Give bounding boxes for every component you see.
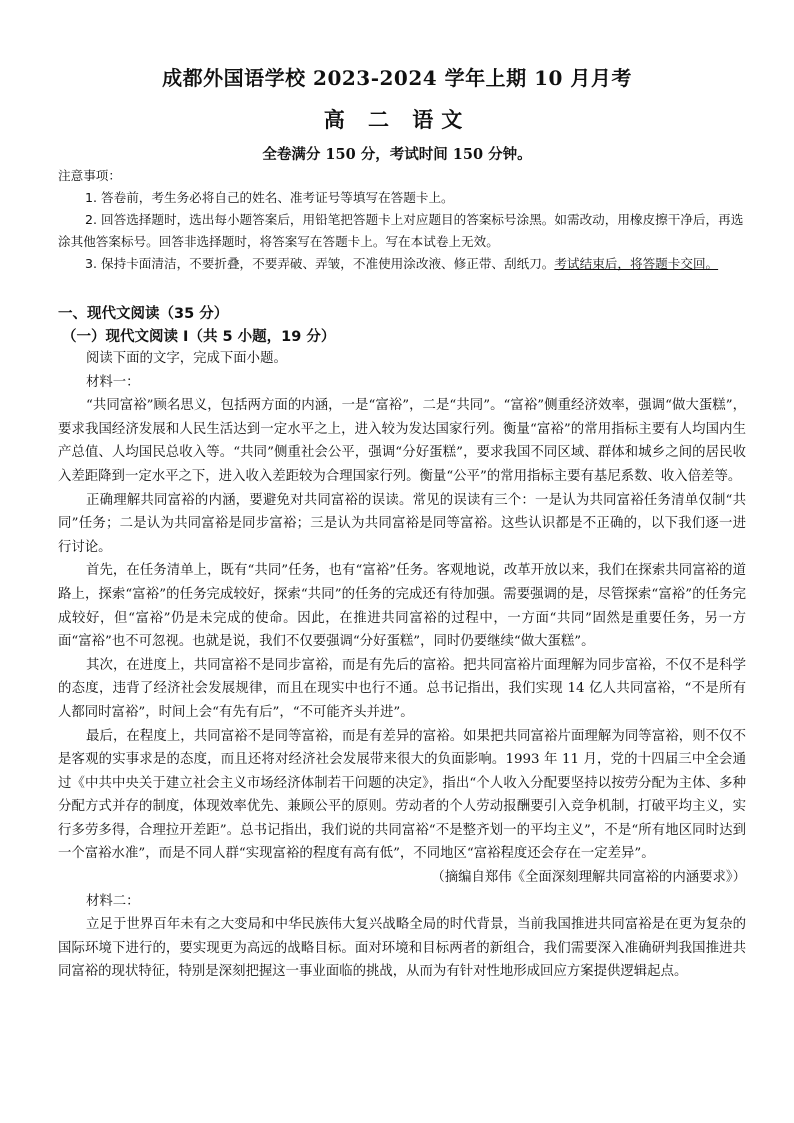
note-3-main: 3. 保持卡面清洁，不要折叠，不要弄破、弄皱，不准使用涂改液、修正带、刮纸刀。: [85, 256, 555, 271]
material-2-paragraph: 立足于世界百年未有之大变局和中华民族伟大复兴战略全局的时代背景，当前我国推进共同富裕是在更为复杂的国际环境下进行的，要实现更为高远的战略目标。面对环境和目标两者的新组合，我们需要深入准确研判我国推进共同富裕的现状特征，特别是深刻把握这一事业面临的挑战，从而为有针对性地形成回应方案提供逻辑起点。: [58, 917, 746, 980]
subsection-heading: （一）现代文阅读 I（共 5 小题，19 分）: [62, 329, 336, 345]
section-heading: 一、现代文阅读（35 分）: [58, 306, 229, 322]
reading-body: [58, 347, 746, 984]
material-1-paragraph: 其次，在进度上，共同富裕不是同步富裕，而是有先后的富裕。把共同富裕片面理解为同步富裕，不仅不是科学的态度，违背了经济社会发展规律，而且在现实中也行不通。总书记指出，我们实现 14 亿人共同富裕，“不是所有人都同时富裕”，时间上会“有先有后”，“不可能齐头并进”。: [58, 657, 746, 720]
material-1-source: （摘编自郑伟《全面深刻理解共同富裕的内涵要求》）: [431, 870, 746, 886]
reading-instruction: 阅读下面的文字，完成下面小题。: [86, 351, 287, 366]
material-1-paragraph: “共同富裕”顾名思义，包括两方面的内涵，一是“富裕”，二是“共同”。“富裕”侧重经济效率，强调“做大蛋糕”，要求我国经济发展和人民生活达到一定水平之上，进入较为发达国家行列。衡量“富裕”的常用指标主要有人均国内生产总值、人均国民总收入等。“共同”侧重社会公平，强调“分好蛋糕”，要求我国不同区域、群体和城乡之间的居民收入差距降到一定水平之下，进入收入差距较为合理国家行列。衡量“公平”的常用指标主要有基尼系数、收入倍差等。: [58, 398, 746, 484]
material-1-label: 材料一：: [86, 374, 140, 390]
note-2: 2. 回答选择题时，选出每小题答案后，用铅笔把答题卡上对应题目的答案标号涂黑。如需改动，用橡皮擦干净后，再选涂其他答案标号。回答非选择题时，将答案写在答题卡上。写在本试卷上无效。: [58, 212, 744, 249]
material-1-paragraph: 最后，在程度上，共同富裕不是同等富裕，而是有差异的富裕。如果把共同富裕片面理解为同等富裕，则不仅不是客观的实事求是的态度，而且还将对经济社会发展带来很大的负面影响。1993 年 11 月，党的十四届三中全会通过《中共中央关于建立社会主义市场经济体制若干问题的决定》，指出“个人收入分配要坚持以按劳分配为主体、多种分配方式并存的制度，体现效率优先、兼顾公平的原则。劳动者的个人劳动报酬要引入竞争机制，打破平均主义，实行多劳多得，合理拉开差距”。总书记指出，我们说的共同富裕“不是整齐划一的平均主义”，不是“所有地区同时达到一个富裕水准”，而是不同人群“实现富裕的程度有高有低”，不同地区“富裕程度还会存在一定差异”。: [58, 728, 746, 862]
material-1-paragraph: 正确理解共同富裕的内涵，要避免对共同富裕的误读。常见的误读有三个：一是认为共同富裕任务清单仅制“共同”任务；二是认为共同富裕是同步富裕；三是认为共同富裕是同等富裕。这些认识都是不正确的，以下我们逐一进行讨论。: [58, 492, 746, 555]
exam-score-info: 全卷满分 150 分，考试时间 150 分钟。: [262, 146, 532, 163]
note-3: [58, 253, 748, 275]
notes-block: [58, 165, 748, 275]
material-2-label: 材料二：: [86, 893, 140, 909]
exam-subject: 高 二 语文: [323, 107, 471, 132]
note-1: 1. 答卷前，考生务必将自己的姓名、准考证号等填写在答题卡上。: [85, 190, 454, 205]
material-1-paragraph: 首先，在任务清单上，既有“共同”任务，也有“富裕”任务。客观地说，改革开放以来，我们在探索共同富裕的道路上，探索“富裕”的任务完成较好，探索“共同”的任务的完成还有待加强。需要强调的是，尽管探索“富裕”的任务完成较好，但“富裕”仍是未完成的使命。因此，在推进共同富裕的过程中，一方面“共同”固然是重要任务，另一方面“富裕”也不可忽视。也就是说，我们不仅要强调“分好蛋糕”，同时仍要继续“做大蛋糕”。: [58, 563, 746, 650]
notes-heading: 注意事项：: [58, 168, 121, 183]
note-3-underlined: 考试结束后，将答题卡交回。: [554, 256, 719, 271]
exam-title: 成都外国语学校 2023-2024 学年上期 10 月月考: [162, 66, 632, 90]
